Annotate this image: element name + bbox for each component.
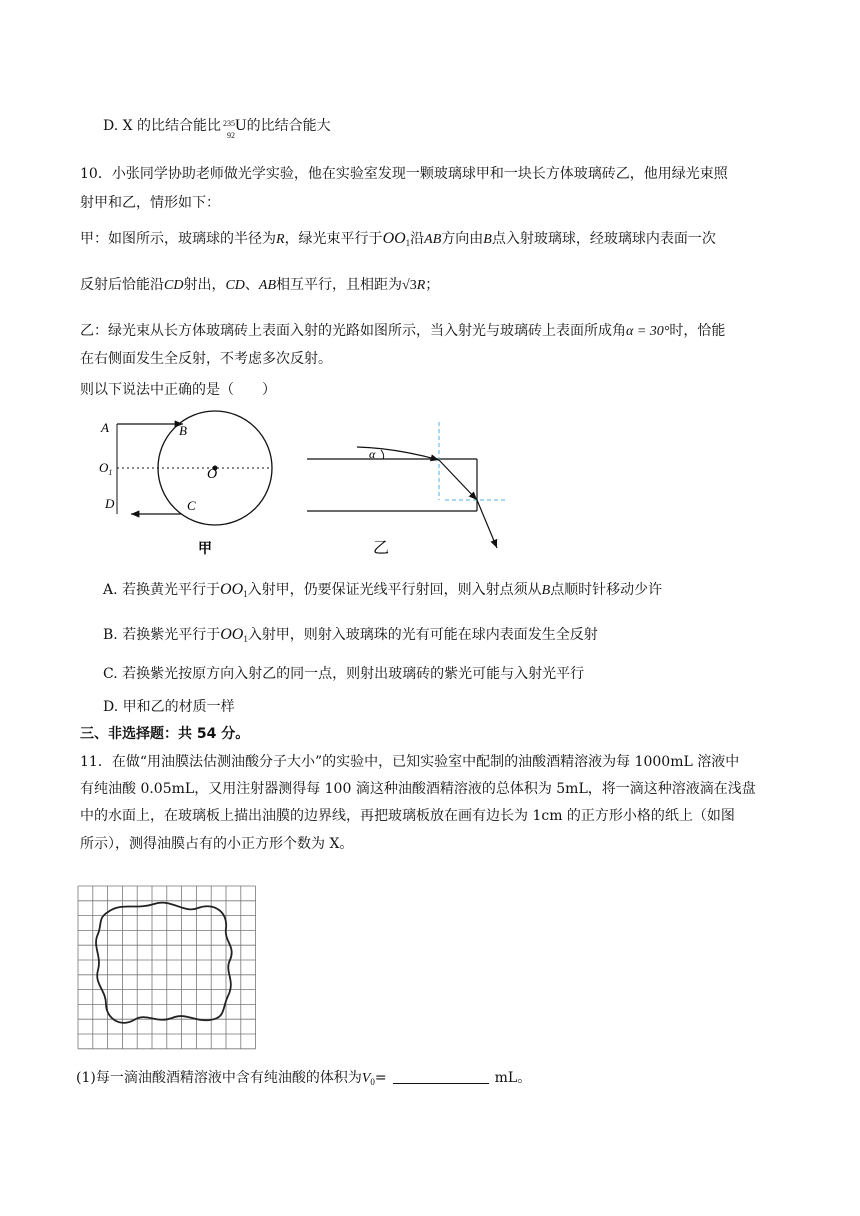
caption-jia: 甲 (198, 542, 212, 557)
symbol-oo1: OO (382, 230, 406, 247)
text: 、 (244, 277, 259, 293)
answer-blank[interactable] (393, 1069, 489, 1084)
subscript: 1 (405, 238, 411, 248)
emergent-ray (477, 500, 497, 548)
q10-yi-line (80, 321, 725, 342)
q10-jia-line (80, 229, 716, 253)
unit-text: mL。 (494, 1070, 532, 1086)
symbol-r: R (416, 278, 426, 293)
symbol-ab: AB (258, 278, 277, 293)
q10-option-c: C. 若换紫光按原方向入射乙的同一点，则射出玻璃砖的紫光可能与入射光平行 (103, 666, 585, 682)
q11-line1: 11．在做“用油膜法估测油酸分子大小”的实验中，已知实验室中配制的油酸酒精溶液为每 1000mL 溶液中 (80, 754, 740, 770)
text: 乙：绿光束从长方体玻璃砖上表面入射的光路如图所示，当入射光与玻璃砖上表面所成角 (80, 323, 626, 339)
label-o: O (207, 467, 218, 482)
q10-line1: 10．小张同学协助老师做光学实验，他在实验室发现一颗玻璃球甲和一块长方体玻璃砖乙，他用绿光束照 (80, 166, 728, 182)
option-text: 的比结合能大 (246, 118, 331, 134)
label-alpha: α (369, 447, 376, 461)
symbol-v: V (361, 1071, 371, 1086)
figure-yi (305, 410, 525, 560)
option-d-q9 (103, 116, 331, 140)
oil-film-grid-figure (76, 884, 258, 1054)
symbol-oo1: OO (220, 581, 244, 598)
text: 点入射玻璃球，经玻璃球内表面一次 (491, 231, 716, 247)
text: 相互平行，且相距为 (276, 277, 403, 293)
equals-sign: = (374, 1070, 387, 1086)
symbol-b: B (483, 232, 492, 247)
alpha-equation: α = 30° (626, 324, 670, 339)
nuclide-notation (221, 116, 236, 140)
text: 点顺时针移动少许 (550, 582, 663, 598)
option-text: D. X 的比结合能比 (103, 118, 222, 134)
label-o1: $O_1$ (99, 460, 113, 477)
symbol-ab: AB (424, 232, 442, 247)
atomic-number: 92 (227, 131, 236, 140)
subscript: 1 (243, 634, 248, 644)
figure-jia (95, 410, 295, 560)
text: A. 若换黄光平行于 (103, 582, 221, 598)
label-a: A (101, 420, 109, 435)
text: ； (425, 277, 440, 293)
q11-line3: 中的水面上，在玻璃板上描出油膜的边界线，再把玻璃板放在画有边长为 1cm 的正方形小格的纸上（如图 (80, 808, 735, 824)
q11-line2: 有纯油酸 0.05mL，又用注射器测得每 100 滴这种油酸酒精溶液的总体积为 5mL，将一滴这种溶液滴在浅盘 (80, 781, 756, 797)
q11-sub1 (76, 1068, 531, 1092)
symbol-oo1: OO (220, 626, 244, 643)
symbol-b: B (541, 583, 551, 598)
label-d: D (105, 496, 115, 511)
refracted-ray (439, 460, 477, 500)
text: 射出， (183, 277, 226, 293)
mass-number: 235 (223, 119, 236, 128)
symbol-cd: CD (164, 278, 184, 293)
text: 入射甲，则射入玻璃珠的光有可能在球内表面发生全反射 (247, 627, 598, 643)
subscript: 1 (243, 589, 248, 599)
text: 甲：如图所示，玻璃球的半径为 (80, 231, 276, 247)
text: 反射后恰能沿 (80, 277, 164, 293)
q10-ask: 则以下说法中正确的是（ ） (80, 382, 276, 398)
q10-jia-line2 (80, 275, 439, 296)
label-c: C (187, 498, 196, 513)
text: B. 若换紫光平行于 (103, 627, 221, 643)
q10-option-b (103, 625, 598, 649)
label-b: B (179, 423, 187, 438)
element-symbol: U (235, 117, 247, 134)
symbol-cd: CD (225, 278, 245, 293)
q10-line2: 射甲和乙，情形如下： (80, 195, 220, 211)
text: 时，恰能 (669, 323, 726, 339)
sqrt-three: √3 (402, 278, 417, 293)
text: 沿 (410, 231, 425, 247)
text: 入射甲，仍要保证光线平行射回，则入射点须从 (247, 582, 542, 598)
subscript: 0 (370, 1077, 375, 1087)
text: ，绿光束平行于 (284, 231, 383, 247)
text: (1)每一滴油酸酒精溶液中含有纯油酸的体积为 (76, 1070, 362, 1086)
q10-yi-line2: 在右侧面发生全反射，不考虑多次反射。 (80, 351, 332, 367)
q11-line4: 所示），测得油膜占有的小正方形个数为 X。 (80, 836, 354, 852)
q10-option-d: D. 甲和乙的材质一样 (103, 699, 235, 715)
caption-yi: 乙 (373, 540, 390, 557)
text: 方向由 (441, 231, 484, 247)
q10-option-a (103, 580, 662, 604)
section-heading: 三、非选择题：共 54 分。 (80, 726, 250, 742)
angle-arc (381, 450, 384, 459)
symbol-r: R (276, 232, 285, 247)
